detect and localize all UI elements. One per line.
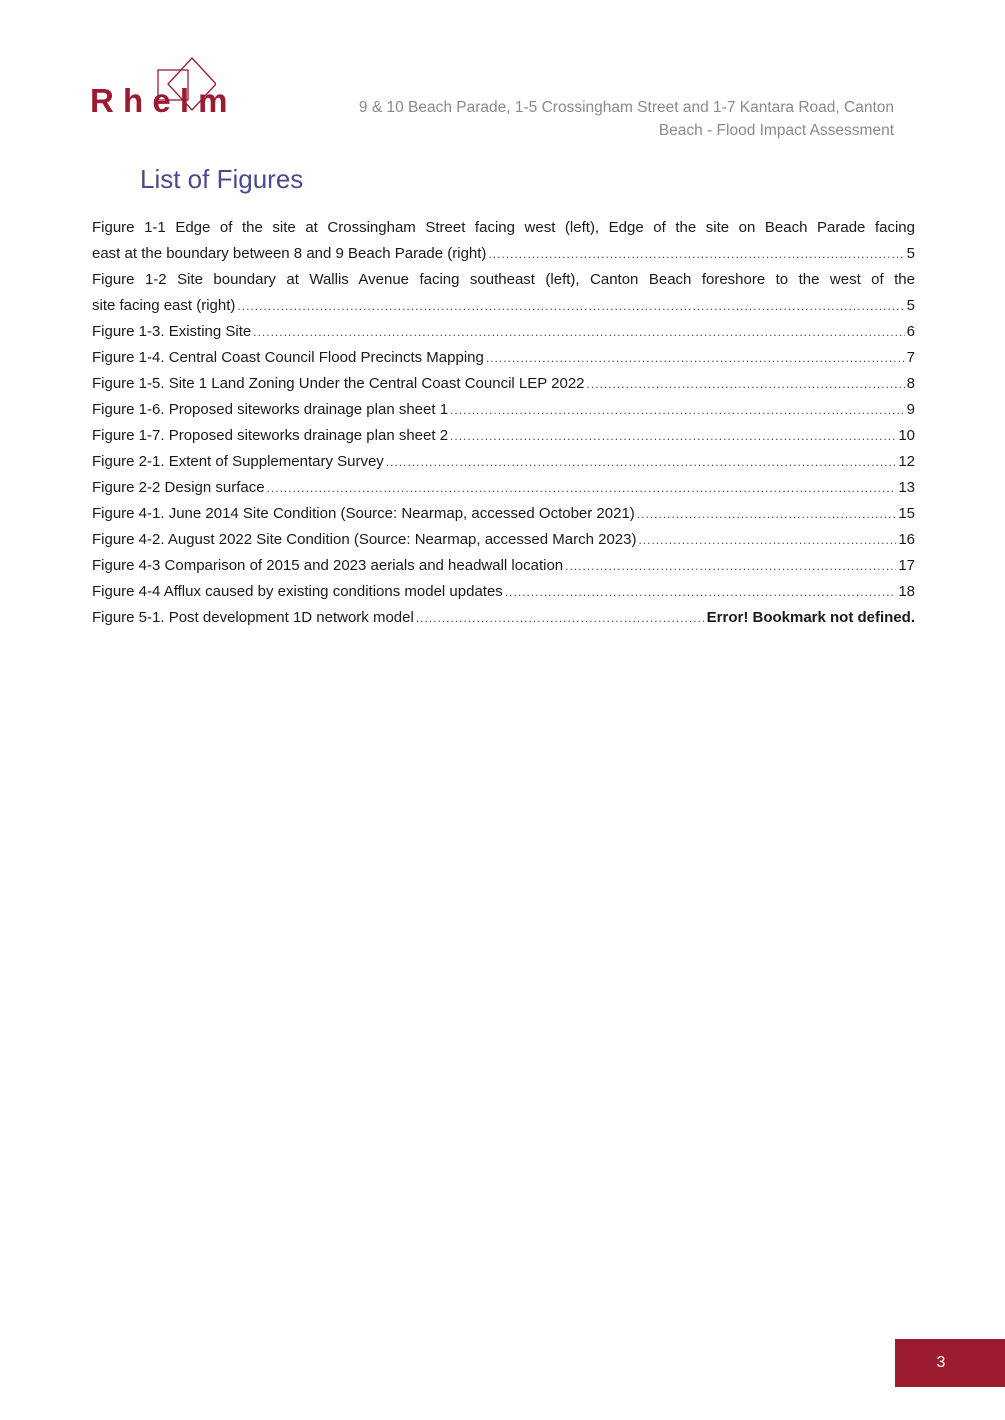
figure-entry-title: east at the boundary between 8 and 9 Beach Parade (right): [92, 245, 487, 262]
figure-entry-1-1[interactable]: [92, 215, 915, 267]
figure-entry-1-3[interactable]: [92, 319, 915, 345]
logo-text: R h e l m: [90, 82, 228, 119]
figure-entry-title: Figure 1-6. Proposed siteworks drainage plan sheet 1: [92, 401, 449, 418]
figure-entry-page: 16: [898, 531, 915, 548]
page-number: 3: [936, 1354, 946, 1371]
document-reference-line-2: Beach - Flood Impact Assessment: [658, 122, 894, 139]
page-number-tab: [895, 1339, 1005, 1387]
dot-leader: [486, 345, 905, 371]
figure-entry-title: Figure 4-1. June 2014 Site Condition (Source: Nearmap, accessed October 2021): [92, 505, 635, 522]
figure-entry-page: 12: [898, 453, 915, 470]
page-title: List of Figures: [140, 164, 304, 194]
rhelm-logo: [90, 56, 265, 120]
figure-entry-page: 8: [906, 375, 915, 392]
document-reference-line-1: 9 & 10 Beach Parade, 1-5 Crossingham Street and 1-7 Kantara Road, Canton: [358, 99, 894, 116]
figure-entry-title: Figure 4-3 Comparison of 2015 and 2023 aerials and headwall location: [92, 557, 564, 574]
figure-entry-page: 7: [906, 349, 915, 366]
figure-entry-page: 9: [906, 401, 915, 418]
figure-entry-page: 15: [898, 505, 915, 522]
dot-leader: [587, 371, 905, 397]
figure-entry-title: Figure 4-2. August 2022 Site Condition (Source: Nearmap, accessed March 2023): [92, 531, 637, 548]
figure-entry-page: 13: [898, 479, 915, 496]
figure-entry-4-2[interactable]: [92, 527, 915, 553]
figure-entry-2-1[interactable]: [92, 449, 915, 475]
figure-entry-5-1[interactable]: [92, 605, 915, 631]
bookmark-error-text: Error! Bookmark not defined.: [706, 609, 915, 626]
figure-entry-title: Figure 2-2 Design surface: [92, 479, 265, 496]
figure-entry-title: Figure 4-4 Afflux caused by existing conditions model updates: [92, 583, 503, 600]
dot-leader: [488, 241, 904, 267]
figure-entry-title: Figure 5-1. Post development 1D network model: [92, 609, 414, 626]
figure-entry-first-line: Figure 1-2 Site boundary at Wallis Avenue facing southeast (left), Canton Beach foreshore to the west of the: [92, 271, 915, 288]
document-reference: [294, 96, 894, 142]
figure-entry-page: 10: [898, 427, 915, 444]
dot-leader: [237, 293, 904, 319]
figure-entry-2-2[interactable]: [92, 475, 915, 501]
figure-entry-page: 6: [906, 323, 915, 340]
figure-entry-1-6[interactable]: [92, 397, 915, 423]
figure-entry-4-4[interactable]: [92, 579, 915, 605]
dot-leader: [416, 605, 705, 631]
figure-entry-4-3[interactable]: [92, 553, 915, 579]
figure-entry-4-1[interactable]: [92, 501, 915, 527]
dot-leader: [638, 527, 896, 553]
figure-entry-title: Figure 1-7. Proposed siteworks drainage plan sheet 2: [92, 427, 449, 444]
figure-entry-1-2[interactable]: [92, 267, 915, 319]
dot-leader: [565, 553, 896, 579]
dot-leader: [267, 475, 897, 501]
dot-leader: [450, 397, 905, 423]
dot-leader: [450, 423, 896, 449]
figure-entry-title: Figure 1-3. Existing Site: [92, 323, 252, 340]
figure-entry-1-5[interactable]: [92, 371, 915, 397]
figure-entry-title: site facing east (right): [92, 297, 236, 314]
dot-leader: [637, 501, 897, 527]
figure-entry-page: 18: [898, 583, 915, 600]
figure-entry-page: 5: [906, 245, 915, 262]
figure-entry-1-4[interactable]: [92, 345, 915, 371]
dot-leader: [386, 449, 897, 475]
figure-entry-1-7[interactable]: [92, 423, 915, 449]
dot-leader: [253, 319, 904, 345]
figure-entry-title: Figure 2-1. Extent of Supplementary Survey: [92, 453, 384, 470]
figure-entry-first-line: Figure 1-1 Edge of the site at Crossingham Street facing west (left), Edge of the site on Beach Parade facing: [92, 219, 915, 236]
figure-entry-page: 17: [898, 557, 915, 574]
dot-leader: [505, 579, 897, 605]
figure-entry-title: Figure 1-4. Central Coast Council Flood Precincts Mapping: [92, 349, 484, 366]
list-of-figures: [92, 215, 915, 631]
figure-entry-title: Figure 1-5. Site 1 Land Zoning Under the Central Coast Council LEP 2022: [92, 375, 585, 392]
figure-entry-page: 5: [906, 297, 915, 314]
